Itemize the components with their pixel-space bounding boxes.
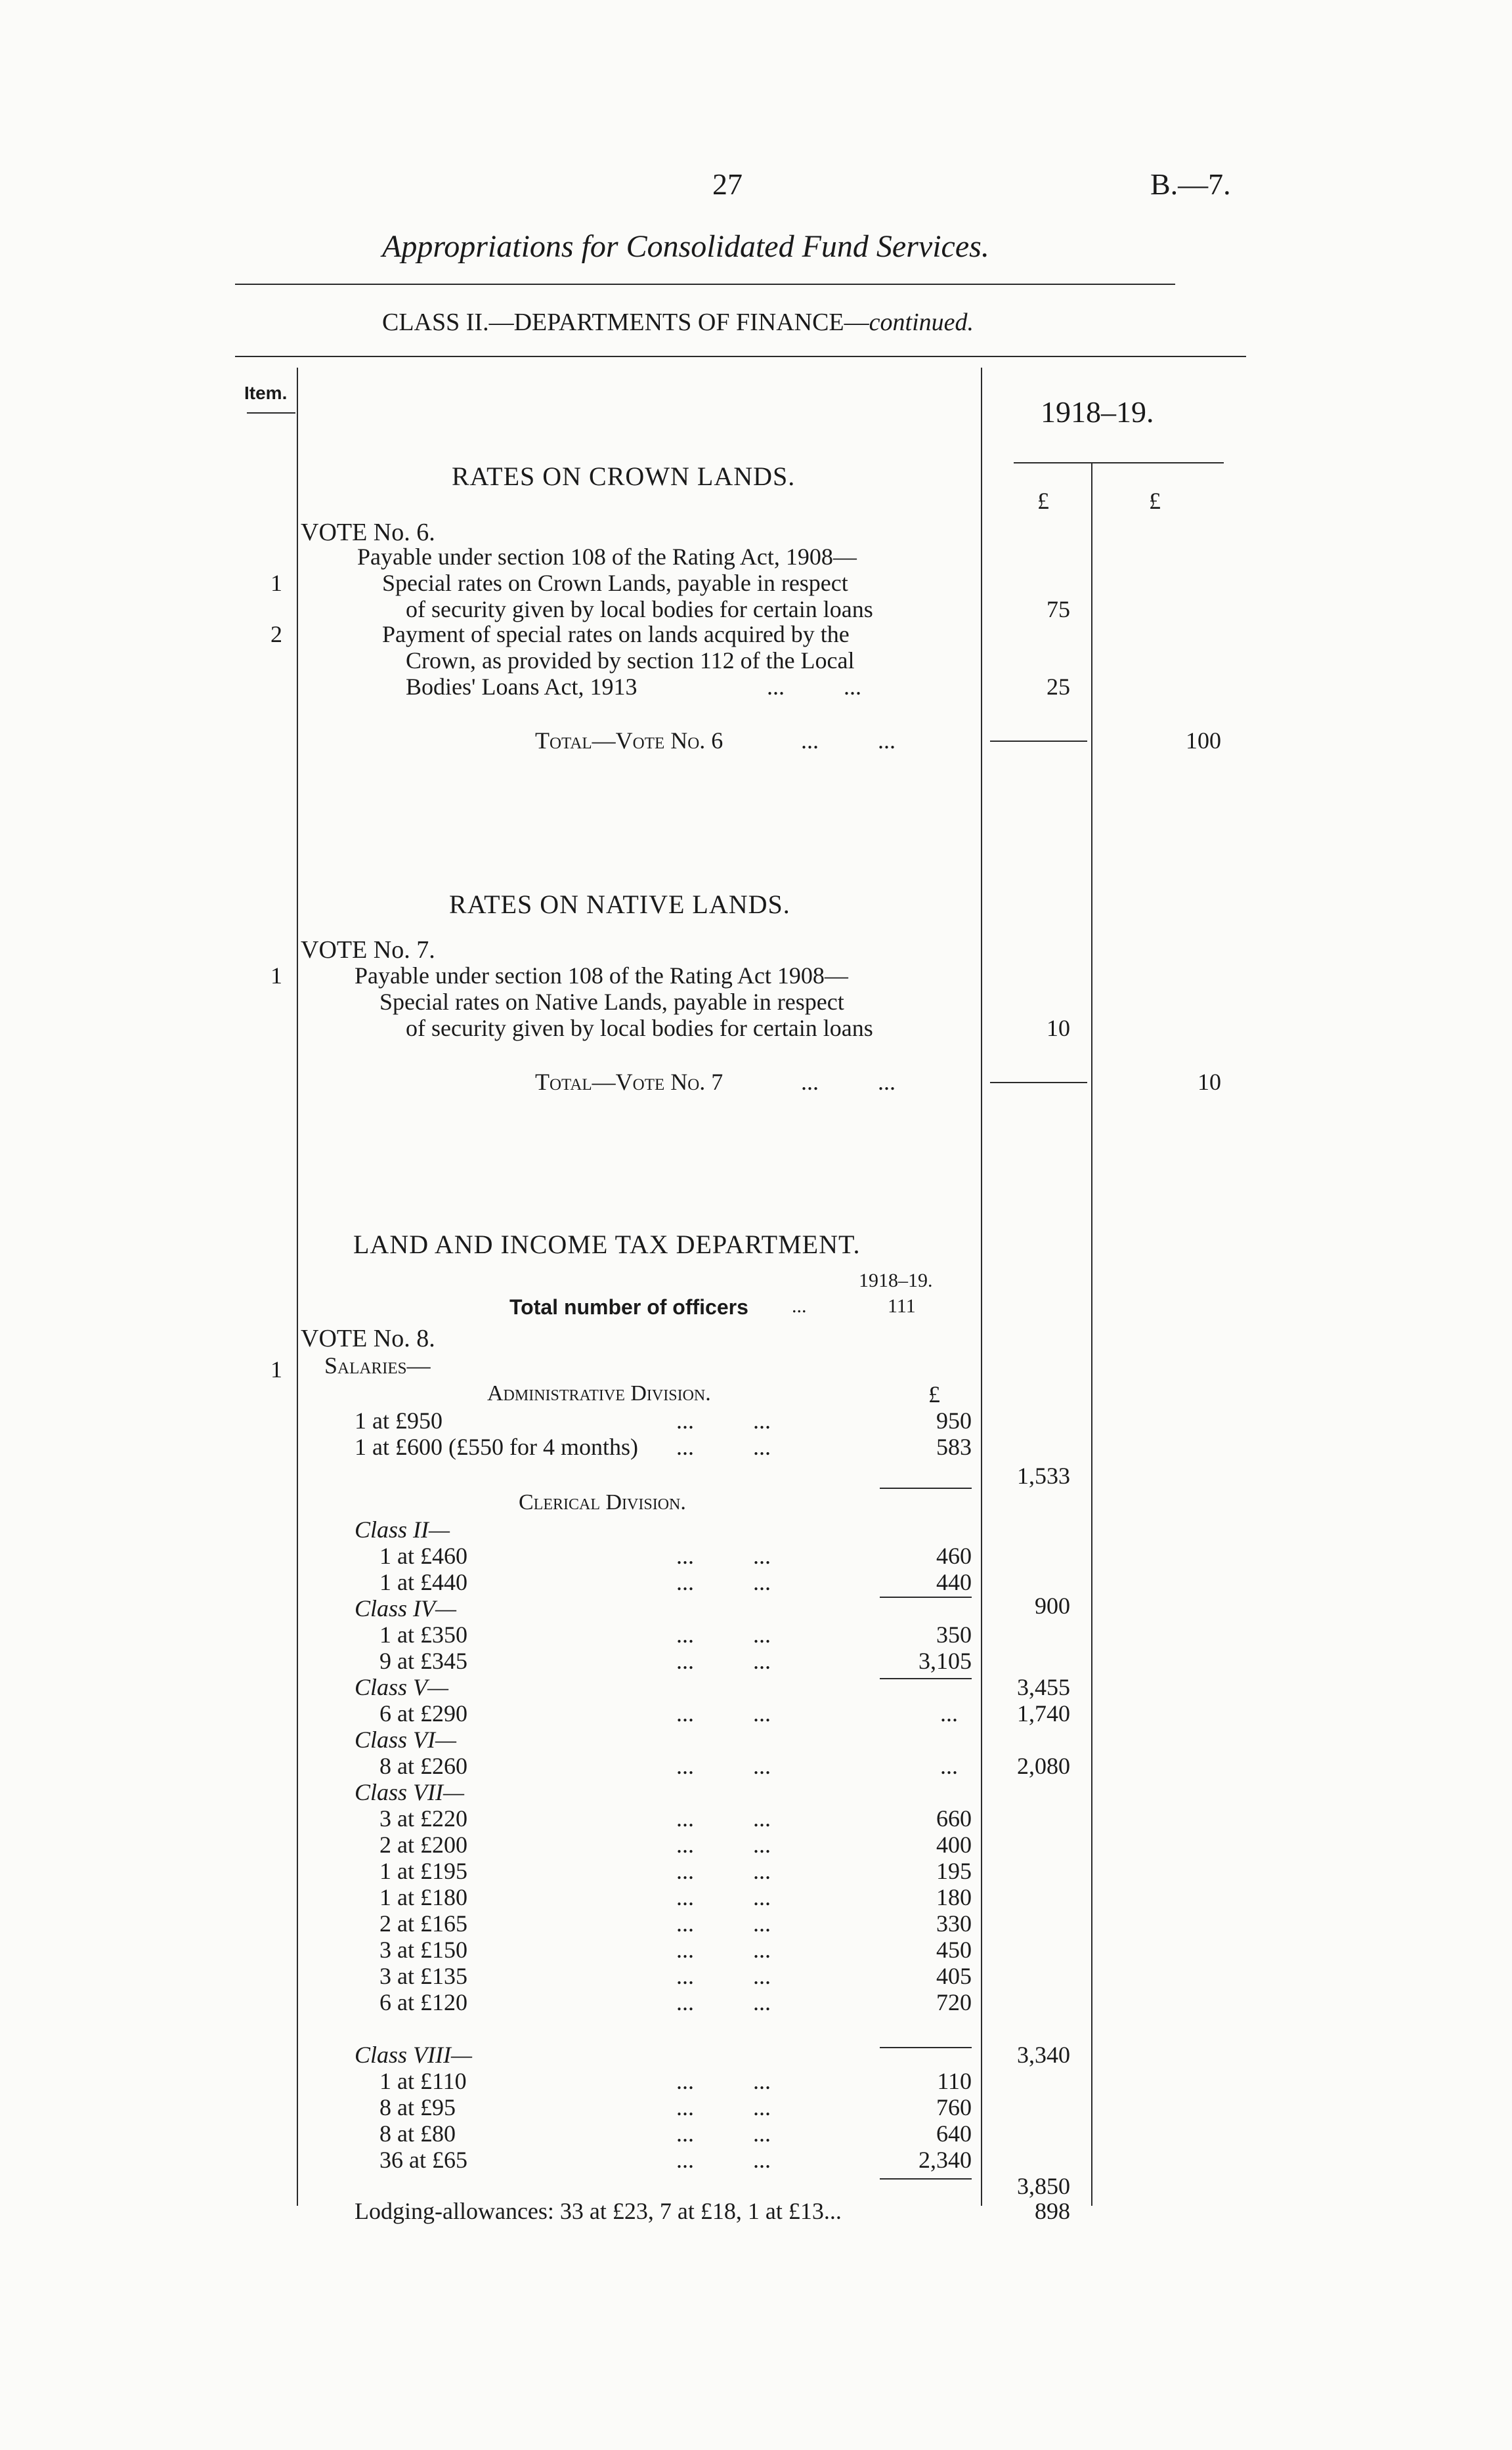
heading-rule	[235, 356, 1246, 357]
leader-dots: ...	[940, 1753, 958, 1779]
vote-7-total-rule	[990, 1082, 1087, 1083]
leader-dots: ... ...	[676, 2094, 771, 2120]
class-6-total: 2,080	[1017, 1753, 1070, 1779]
clerical-division-heading: Clerical Division.	[519, 1490, 686, 1515]
row-value: 110	[937, 2068, 972, 2094]
vote-7-total: 10	[1198, 1069, 1221, 1095]
row-label: 36 at £65	[379, 2147, 467, 2173]
officers-label: Total number of officers	[509, 1295, 748, 1319]
administrative-division-heading: Administrative Division.	[487, 1381, 711, 1406]
class-heading: CLASS II.—DEPARTMENTS OF FINANCE—continued.	[382, 309, 974, 336]
leader-dots: ... ...	[676, 1408, 771, 1434]
page-number: 27	[712, 167, 743, 201]
page-title: Appropriations for Consolidated Fund Services.	[382, 229, 989, 264]
vote-6-total: 100	[1186, 727, 1221, 754]
row-label: 1 at £110	[379, 2068, 467, 2094]
leader-dots: ... ...	[767, 674, 861, 700]
class-5-total: 1,740	[1017, 1700, 1070, 1727]
row-value: 460	[936, 1543, 972, 1569]
row-value: 720	[936, 1989, 972, 2015]
class-4-label: Class IV—	[355, 1595, 457, 1622]
row-value: 450	[936, 1937, 972, 1963]
row-label: 1 at £440	[379, 1569, 467, 1595]
leader-dots: ...	[940, 1700, 958, 1727]
class-7-subtotal-rule	[880, 2047, 972, 2048]
class-6-label: Class VI—	[355, 1727, 457, 1753]
row-value: 760	[936, 2094, 972, 2120]
vote-6-label: VOTE No. 6.	[301, 519, 435, 546]
class-7-label: Class VII—	[355, 1779, 465, 1805]
row-value: 640	[936, 2120, 972, 2147]
leader-dots: ... ...	[676, 1937, 771, 1963]
class-8-label: Class VIII—	[355, 2042, 472, 2068]
amount-column-divider-2	[1091, 463, 1092, 2206]
leader-dots: ... ...	[801, 1069, 896, 1095]
vote-7-line-1: Special rates on Native Lands, payable in respect	[379, 989, 844, 1015]
crown-lands-heading: RATES ON CROWN LANDS.	[452, 462, 796, 491]
row-label: 1 at £600 (£550 for 4 months)	[355, 1434, 638, 1460]
leader-dots: ... ...	[676, 1622, 771, 1648]
vote-7-total-label: Total—Vote No. 7	[535, 1069, 724, 1095]
class-5-row: 6 at £290	[379, 1700, 467, 1727]
leader-dots: ... ...	[676, 1753, 771, 1779]
amount-column-divider-1	[981, 368, 982, 2206]
pound-column-1: £	[1037, 488, 1049, 514]
row-value: 180	[936, 1884, 972, 1910]
leader-dots: ... ...	[676, 2147, 771, 2173]
row-label: 2 at £200	[379, 1832, 467, 1858]
row-label: 1 at £460	[379, 1543, 467, 1569]
row-label: 1 at £350	[379, 1622, 467, 1648]
leader-dots: ... ...	[676, 1805, 771, 1832]
leader-dots: ... ...	[676, 2120, 771, 2147]
row-value: 3,105	[918, 1648, 972, 1674]
row-label: 3 at £150	[379, 1937, 467, 1963]
admin-subtotal-rule	[880, 1488, 972, 1489]
vote-6-item-2-number: 2	[270, 621, 282, 647]
vote-6-total-label: Total—Vote No. 6	[535, 727, 724, 754]
leader-dots: ... ...	[676, 1569, 771, 1595]
item-column-divider	[297, 368, 298, 2206]
row-value: 405	[936, 1963, 972, 1989]
row-label: 1 at £195	[379, 1858, 467, 1884]
vote-7-line-2: of security given by local bodies for certain loans	[406, 1015, 873, 1041]
class-4-total: 3,455	[1017, 1674, 1070, 1700]
leader-dots: ... ...	[676, 1884, 771, 1910]
row-label: 1 at £180	[379, 1884, 467, 1910]
document-ref: B.—7.	[1150, 167, 1231, 201]
vote-6-item-2-line-3: Bodies' Loans Act, 1913	[406, 674, 637, 700]
class-2-subtotal-rule	[880, 1597, 972, 1598]
vote-6-item-1-line-1: Special rates on Crown Lands, payable in respect	[382, 570, 848, 596]
admin-pound: £	[928, 1381, 940, 1408]
vote-6-total-rule	[990, 741, 1087, 742]
leader-dots: ... ...	[676, 1989, 771, 2015]
class-2-total: 900	[1035, 1593, 1070, 1619]
vote-6-item-2-line-1: Payment of special rates on lands acquired by the	[382, 621, 850, 647]
leader-dots: ... ...	[676, 2068, 771, 2094]
row-value: 660	[936, 1805, 972, 1832]
row-value: 195	[936, 1858, 972, 1884]
item-label-rule	[247, 412, 295, 414]
vote-7-item-number: 1	[270, 962, 282, 989]
leader-dots: ... ...	[676, 1858, 771, 1884]
leader-dots: ... ...	[676, 1832, 771, 1858]
vote-7-amount: 10	[1047, 1015, 1070, 1041]
row-label: 8 at £80	[379, 2120, 456, 2147]
row-value: 2,340	[918, 2147, 972, 2173]
vote-6-item-2-line-2: Crown, as provided by section 112 of the Local	[406, 647, 855, 674]
class-8-total: 3,850	[1017, 2173, 1070, 2199]
lodging-total: 898	[1035, 2198, 1070, 2224]
row-label: 8 at £95	[379, 2094, 456, 2120]
row-label: 6 at £120	[379, 1989, 467, 2015]
row-label: 1 at £950	[355, 1408, 443, 1434]
vote-7-payable: Payable under section 108 of the Rating Act 1908—	[355, 962, 848, 989]
title-rule	[235, 284, 1175, 285]
leader-dots: ... ...	[801, 727, 896, 754]
row-value: 950	[936, 1408, 972, 1434]
officers-count: 111	[888, 1295, 916, 1317]
year-column-heading: 1918–19.	[1041, 395, 1154, 429]
land-tax-heading: LAND AND INCOME TAX DEPARTMENT.	[353, 1230, 861, 1259]
leader-dots: ...	[792, 1295, 807, 1317]
row-label: 9 at £345	[379, 1648, 467, 1674]
item-column-label: Item.	[244, 383, 288, 403]
row-value: 350	[936, 1622, 972, 1648]
row-value: 440	[936, 1569, 972, 1595]
row-value: 330	[936, 1910, 972, 1937]
native-lands-heading: RATES ON NATIVE LANDS.	[449, 890, 790, 919]
officers-year: 1918–19.	[859, 1270, 933, 1291]
vote-6-item-2-amount: 25	[1047, 674, 1070, 700]
row-label: 3 at £135	[379, 1963, 467, 1989]
pound-column-2: £	[1149, 488, 1161, 514]
row-value: 583	[936, 1434, 972, 1460]
class-6-row: 8 at £260	[379, 1753, 467, 1779]
class-4-subtotal-rule	[880, 1678, 972, 1679]
class-2-label: Class II—	[355, 1516, 450, 1543]
vote-6-item-1-number: 1	[270, 570, 282, 596]
vote-7-label: VOTE No. 7.	[301, 936, 435, 964]
class-8-subtotal-rule	[880, 2178, 972, 2180]
row-label: 2 at £165	[379, 1910, 467, 1937]
leader-dots: ... ...	[676, 1648, 771, 1674]
vote-6-item-1-line-2: of security given by local bodies for certain loans	[406, 596, 873, 622]
class-5-label: Class V—	[355, 1674, 449, 1700]
leader-dots: ... ...	[676, 1543, 771, 1569]
admin-total: 1,533	[1017, 1463, 1070, 1489]
leader-dots: ... ...	[676, 1910, 771, 1937]
leader-dots: ... ...	[676, 1700, 771, 1727]
lodging-allowances: Lodging-allowances: 33 at £23, 7 at £18, 1 at £13...	[355, 2198, 842, 2224]
class-7-total: 3,340	[1017, 2042, 1070, 2068]
vote-6-payable: Payable under section 108 of the Rating Act, 1908—	[357, 544, 857, 570]
salaries-label: Salaries—	[324, 1352, 431, 1379]
vote-8-label: VOTE No. 8.	[301, 1325, 435, 1352]
row-value: 400	[936, 1832, 972, 1858]
year-rule	[1014, 462, 1224, 463]
row-label: 3 at £220	[379, 1805, 467, 1832]
leader-dots: ... ...	[676, 1963, 771, 1989]
vote-6-item-1-amount: 75	[1047, 596, 1070, 622]
vote-8-item-number: 1	[270, 1356, 282, 1383]
leader-dots: ... ...	[676, 1434, 771, 1460]
